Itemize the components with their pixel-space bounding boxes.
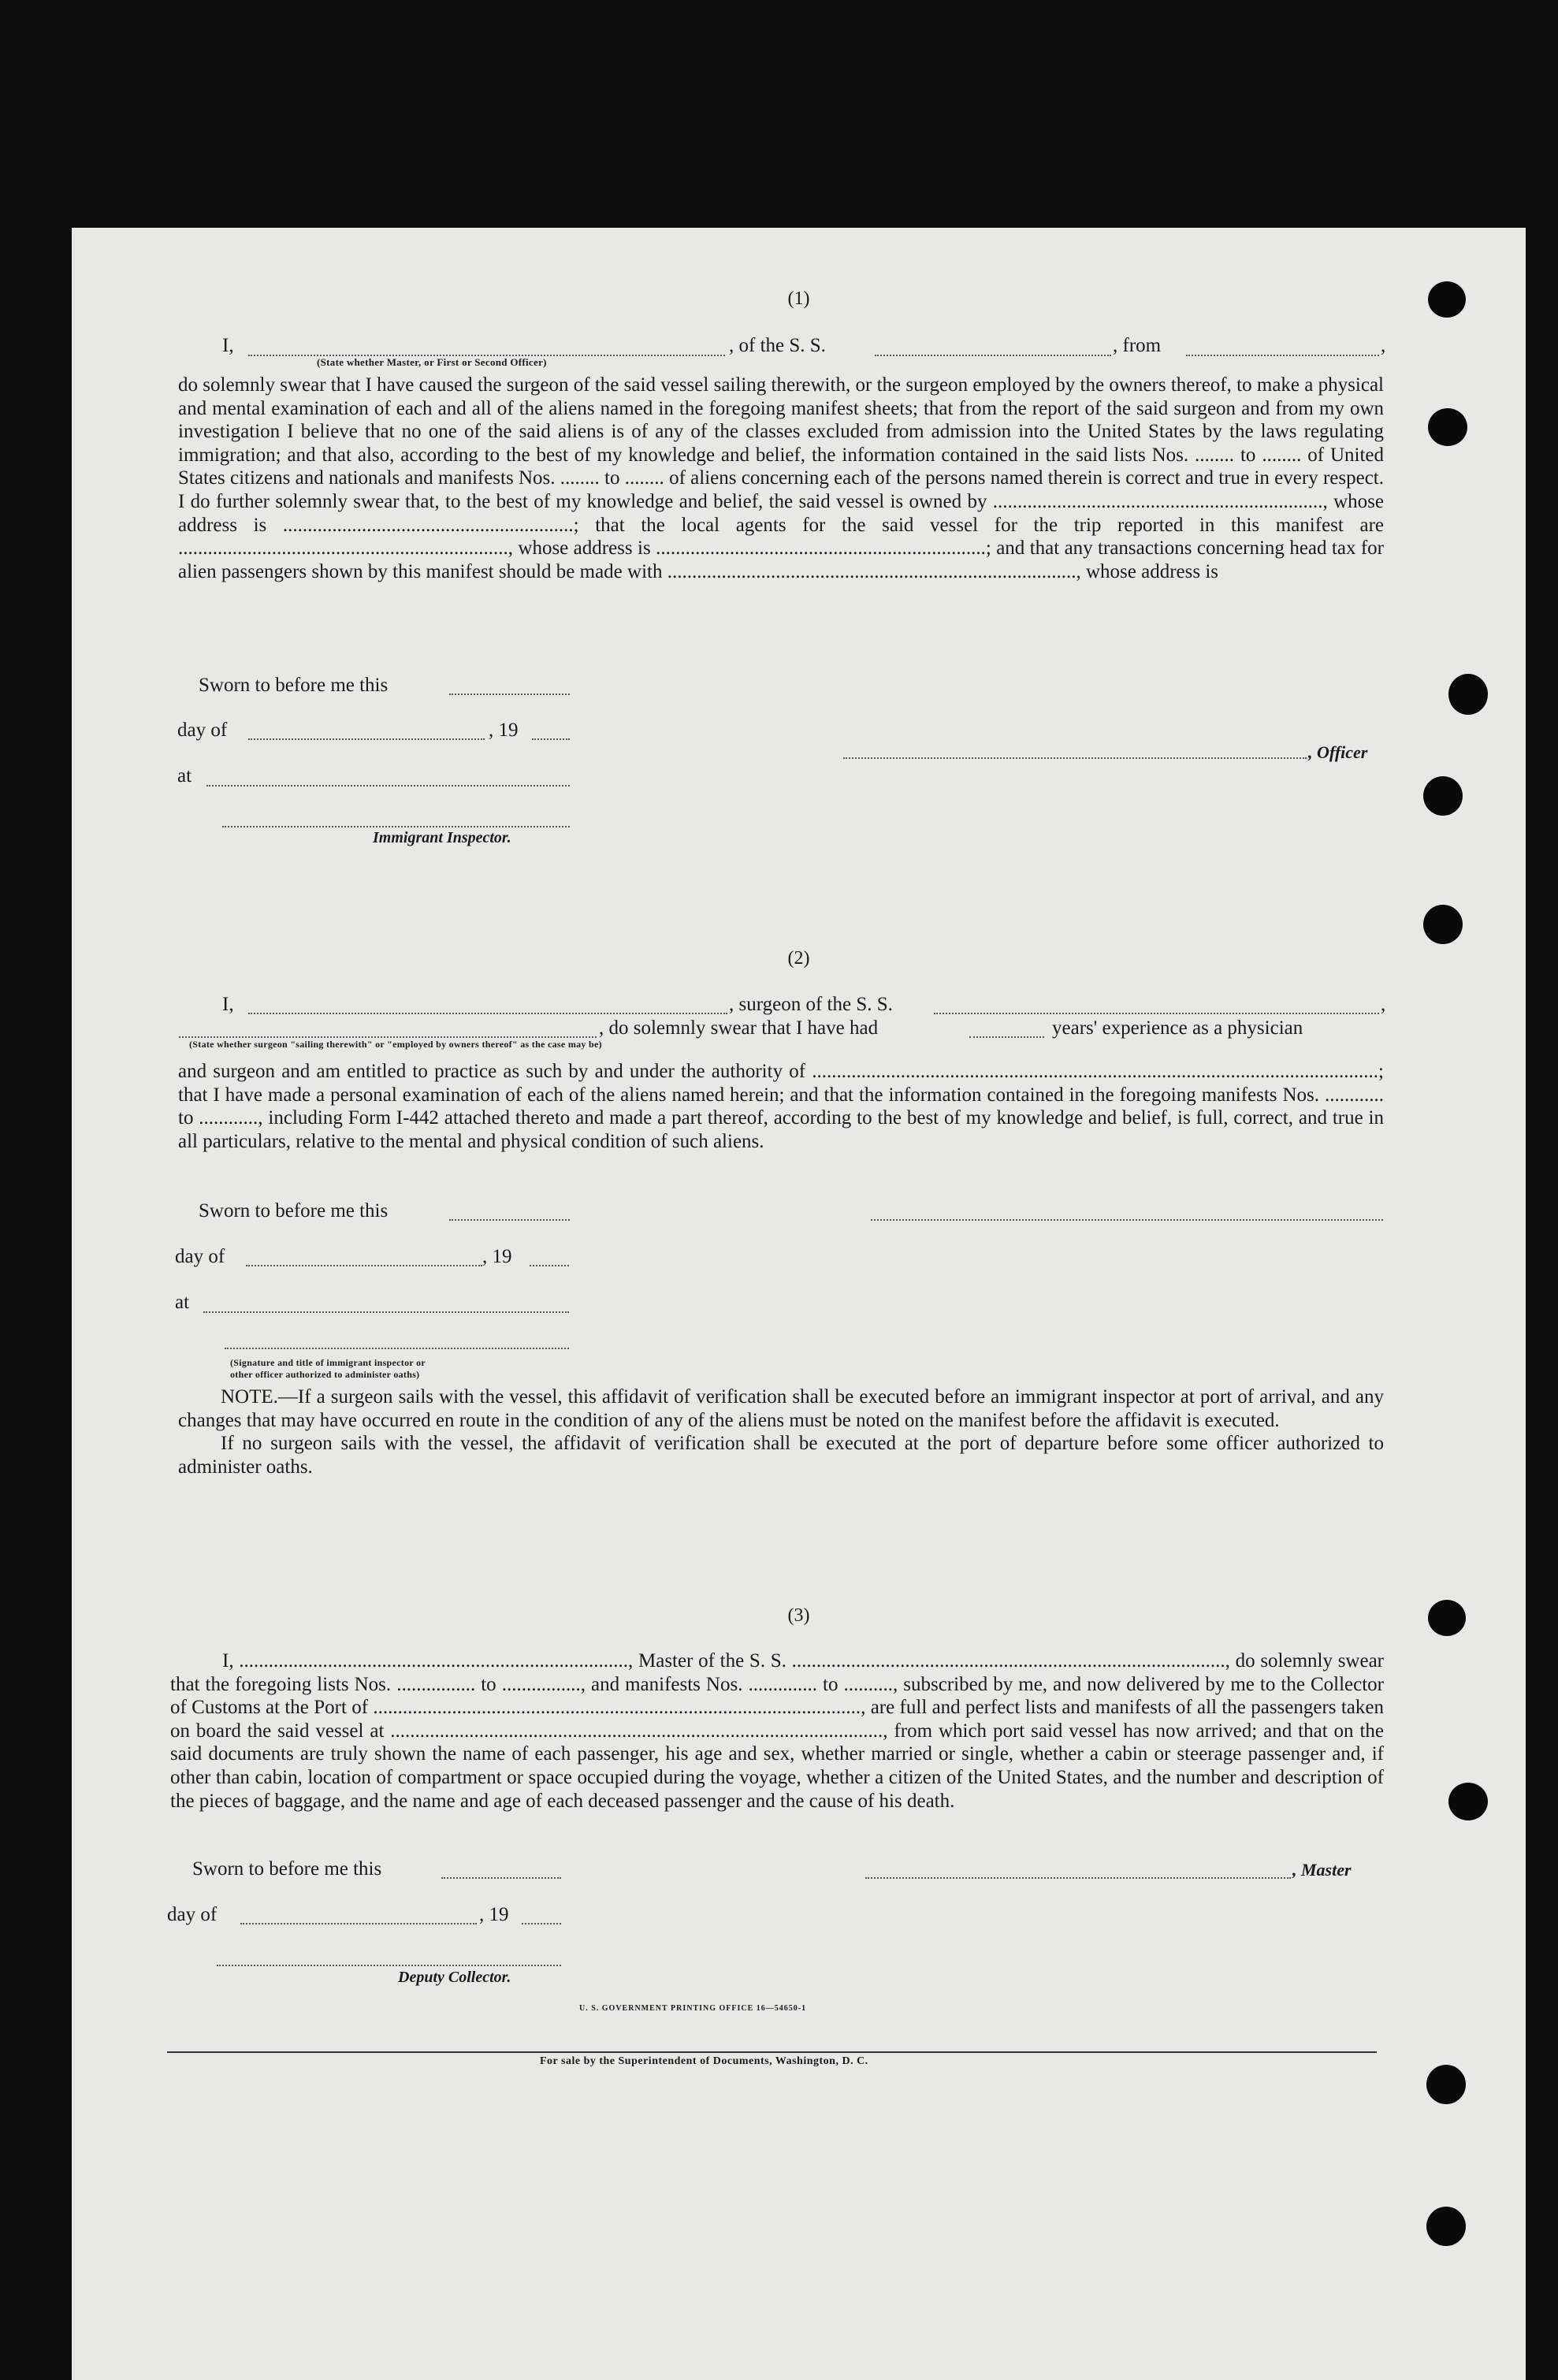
deputy-signature-field[interactable] — [217, 1965, 561, 1966]
years-experience-field[interactable] — [969, 1036, 1044, 1038]
surgeon-end-comma: , — [1381, 994, 1386, 1015]
at-field-2[interactable] — [203, 1311, 569, 1313]
signature-caption-2: other officer authorized to administer oaths) — [230, 1369, 420, 1380]
deputy-collector-label: Deputy Collector. — [398, 1969, 511, 1986]
day-of-label-2: day of — [175, 1246, 225, 1267]
binder-hole — [1426, 2207, 1466, 2246]
section-3-number: (3) — [787, 1605, 810, 1626]
from-label: , from — [1113, 335, 1162, 356]
sworn-day-field-1[interactable] — [449, 694, 570, 695]
year-field-1[interactable] — [532, 738, 570, 740]
section-2-i: I, — [222, 994, 234, 1015]
year-field-2[interactable] — [530, 1265, 569, 1266]
day-of-label-1: day of — [177, 720, 228, 741]
year-label-2: , 19 — [482, 1246, 512, 1267]
section-3-oath: I, ..............................................................................., Master of the S. S. ........................................................................................, do solemnly swear that the foregoing lists Nos. ................ to ................, and manifests Nos. .............. to .........., subscribed by me, and now delivered by me to the Collector of Customs at the Port of ..................................................................................................., are full and perfect lists and manifests of all the passengers taken on board the said vessel at ...................................................................................................., from which port said vessel has now arrived; and that on the said documents are truly shown the name of each passenger, his age and sex, whether married or single, whether a cabin or steerage passenger and, if other than cabin, location of compartment or space occupied during the voyage, whether a citizen of the United States, and the number and description of the pieces of baggage, and the name and age of each deceased passenger and the cause of his death. — [170, 1650, 1384, 1812]
officer-label: , Officer — [1308, 742, 1368, 762]
month-field-1[interactable] — [248, 738, 485, 740]
surgeon-signature-field[interactable] — [871, 1219, 1383, 1221]
at-field-1[interactable] — [206, 785, 570, 787]
section-1-number: (1) — [787, 288, 810, 309]
at-label-1: at — [177, 765, 192, 787]
sworn-label-2: Sworn to before me this — [199, 1200, 389, 1222]
from-port-field[interactable] — [1186, 355, 1379, 356]
binder-hole — [1448, 1783, 1488, 1820]
from-end-comma: , — [1381, 335, 1386, 356]
sworn-label-3: Sworn to before me this — [192, 1858, 382, 1880]
binder-hole — [1423, 776, 1463, 816]
note-label: NOTE. — [221, 1386, 278, 1408]
note-block — [178, 1385, 1384, 1478]
years-label: years' experience as a physician — [1052, 1017, 1303, 1039]
section-2-text — [178, 1060, 1384, 1153]
do-swear-label: , do solemnly swear that I have had — [599, 1017, 879, 1039]
for-sale-notice: For sale by the Superintendent of Documents, Washington, D. C. — [540, 2055, 868, 2067]
printing-office-imprint: U. S. GOVERNMENT PRINTING OFFICE 16—54650-1 — [579, 2004, 807, 2013]
month-field-2[interactable] — [246, 1265, 482, 1266]
officer-rank-caption: (State whether Master, or First or Second Officer) — [317, 356, 547, 368]
vessel-name-field[interactable] — [875, 355, 1111, 356]
year-label-3: , 19 — [479, 1904, 509, 1925]
immigrant-inspector-label: Immigrant Inspector. — [373, 829, 511, 846]
month-field-3[interactable] — [240, 1923, 477, 1924]
section-2-number: (2) — [787, 948, 810, 969]
signature-caption-1: (Signature and title of immigrant inspector or — [230, 1357, 426, 1368]
year-label-1: , 19 — [489, 720, 519, 741]
binder-hole — [1423, 905, 1463, 944]
note-text: —If a surgeon sails with the vessel, this affidavit of verification shall be executed before an immigrant inspector at port of arrival, and any changes that may have occurred en route in the condition of any of the aliens must be noted on the manifest before the affidavit is executed. — [178, 1386, 1384, 1431]
note-paragraph — [178, 1385, 1384, 1432]
binder-hole — [1428, 408, 1467, 446]
binder-hole — [1448, 674, 1488, 715]
at-label-2: at — [175, 1292, 190, 1313]
surgeon-type-caption: (State whether surgeon "sailing therewith" or "employed by owners thereof" as the case may be) — [189, 1039, 602, 1050]
section-3-text — [170, 1649, 1384, 1813]
master-signature-field[interactable] — [865, 1877, 1291, 1879]
surgeon-name-field[interactable] — [248, 1013, 727, 1014]
sworn-day-field-3[interactable] — [441, 1877, 561, 1879]
surgeon-vessel-field[interactable] — [934, 1013, 1379, 1014]
footer-rule — [167, 2051, 1377, 2053]
section-1-i: I, — [222, 335, 234, 356]
master-label: , Master — [1292, 1860, 1352, 1880]
year-field-3[interactable] — [522, 1923, 561, 1924]
section-1-oath: do solemnly swear that I have caused the surgeon of the said vessel sailing therewith, or the surgeon employed by the owners thereof, to make a physical and mental examination of each and all of the aliens named in the foregoing manifest sheets; that from the report of the said surgeon and from my own investigation I believe that no one of the said aliens is of any of the classes excluded from admission into the United States by the laws regulating immigration; and that also, according to the best of my knowledge and belief, the information contained in the said lists Nos. ........ to ........ of United States citizens and nationals and manifests Nos. ........ to ........ of aliens concerning each of the persons named therein is correct and true in every respect. I do further solemnly swear that, to the best of my knowledge and belief, the said vessel is owned by ..................................................................., whose address is ...........................................................; that the local agents for the said vessel for the trip reported in this manifest are ..................................................................., whose address is ...................................................................; and that any transactions concerning head tax for alien passengers shown by this manifest should be made with ..................................................................................., whose address is — [178, 374, 1384, 582]
officer-signature-field[interactable] — [843, 757, 1307, 759]
inspector-signature-field-2[interactable] — [225, 1348, 569, 1349]
sworn-day-field-2[interactable] — [449, 1219, 570, 1221]
section-2-oath: and surgeon and am entitled to practice as such by and under the authority of ...................................................................................................................; that I have made a personal examination of each of the aliens named herein; and that the information contained in the foregoing manifests Nos. ............ to ............, including Form I-442 attached thereto and made a part thereof, according to the best of my knowledge and belief, is full, correct, and true in all particulars, relative to the mental and physical condition of such aliens. — [178, 1061, 1384, 1152]
day-of-label-3: day of — [167, 1904, 218, 1925]
surgeon-type-field[interactable] — [179, 1036, 597, 1038]
note-paragraph-2: If no surgeon sails with the vessel, the affidavit of verification shall be executed at the port of departure before some officer authorized to administer oaths. — [178, 1433, 1384, 1478]
inspector-signature-field-1[interactable] — [222, 826, 570, 827]
of-ss-label: , of the S. S. — [729, 335, 826, 356]
sworn-label-1: Sworn to before me this — [199, 675, 389, 696]
section-1-text — [178, 374, 1384, 583]
binder-hole — [1426, 2065, 1466, 2104]
surgeon-of-label: , surgeon of the S. S. — [729, 994, 893, 1015]
